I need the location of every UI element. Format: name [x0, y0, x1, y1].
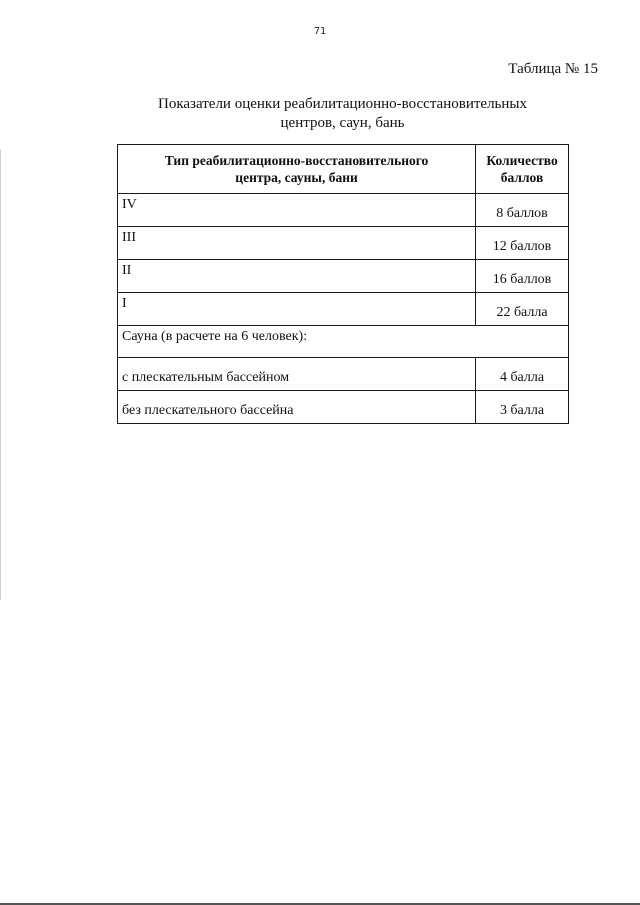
table-row	[118, 391, 569, 424]
row-type: с плескательным бассейном	[118, 358, 476, 391]
table-row	[118, 293, 569, 326]
table-row	[118, 358, 569, 391]
header-type-line-2: центра, сауны, бани	[235, 170, 358, 185]
table-row	[118, 227, 569, 260]
table-caption: Таблица № 15	[508, 61, 598, 77]
document-title-line-2: центров, саун, бань	[280, 115, 405, 131]
row-type: IV	[118, 194, 476, 227]
table-row	[118, 260, 569, 293]
row-score: 4 балла	[476, 358, 569, 391]
row-type: I	[118, 293, 476, 326]
row-type: II	[118, 260, 476, 293]
header-type-line-1: Тип реабилитационно-восстановительного	[164, 153, 429, 168]
header-score-line-1: Количество	[486, 153, 558, 168]
row-score: 12 баллов	[476, 227, 569, 260]
document-title-line-1: Показатели оценки реабилитационно-восстановительных	[157, 96, 528, 112]
row-score: 16 баллов	[476, 260, 569, 293]
document-title	[120, 95, 565, 133]
table-row	[118, 194, 569, 227]
row-score: 22 балла	[476, 293, 569, 326]
scores-table	[117, 144, 569, 424]
table-header-row	[118, 145, 569, 194]
header-score-line-2: баллов	[500, 170, 544, 185]
scan-left-edge	[0, 150, 1, 600]
table-row-sauna-header	[118, 326, 569, 358]
row-score: 8 баллов	[476, 194, 569, 227]
page-number: 71	[313, 26, 327, 37]
header-score	[476, 145, 569, 194]
header-type	[118, 145, 476, 194]
row-type: III	[118, 227, 476, 260]
row-type: без плескательного бассейна	[118, 391, 476, 424]
row-score: 3 балла	[476, 391, 569, 424]
sauna-section-header: Сауна (в расчете на 6 человек):	[118, 326, 569, 358]
